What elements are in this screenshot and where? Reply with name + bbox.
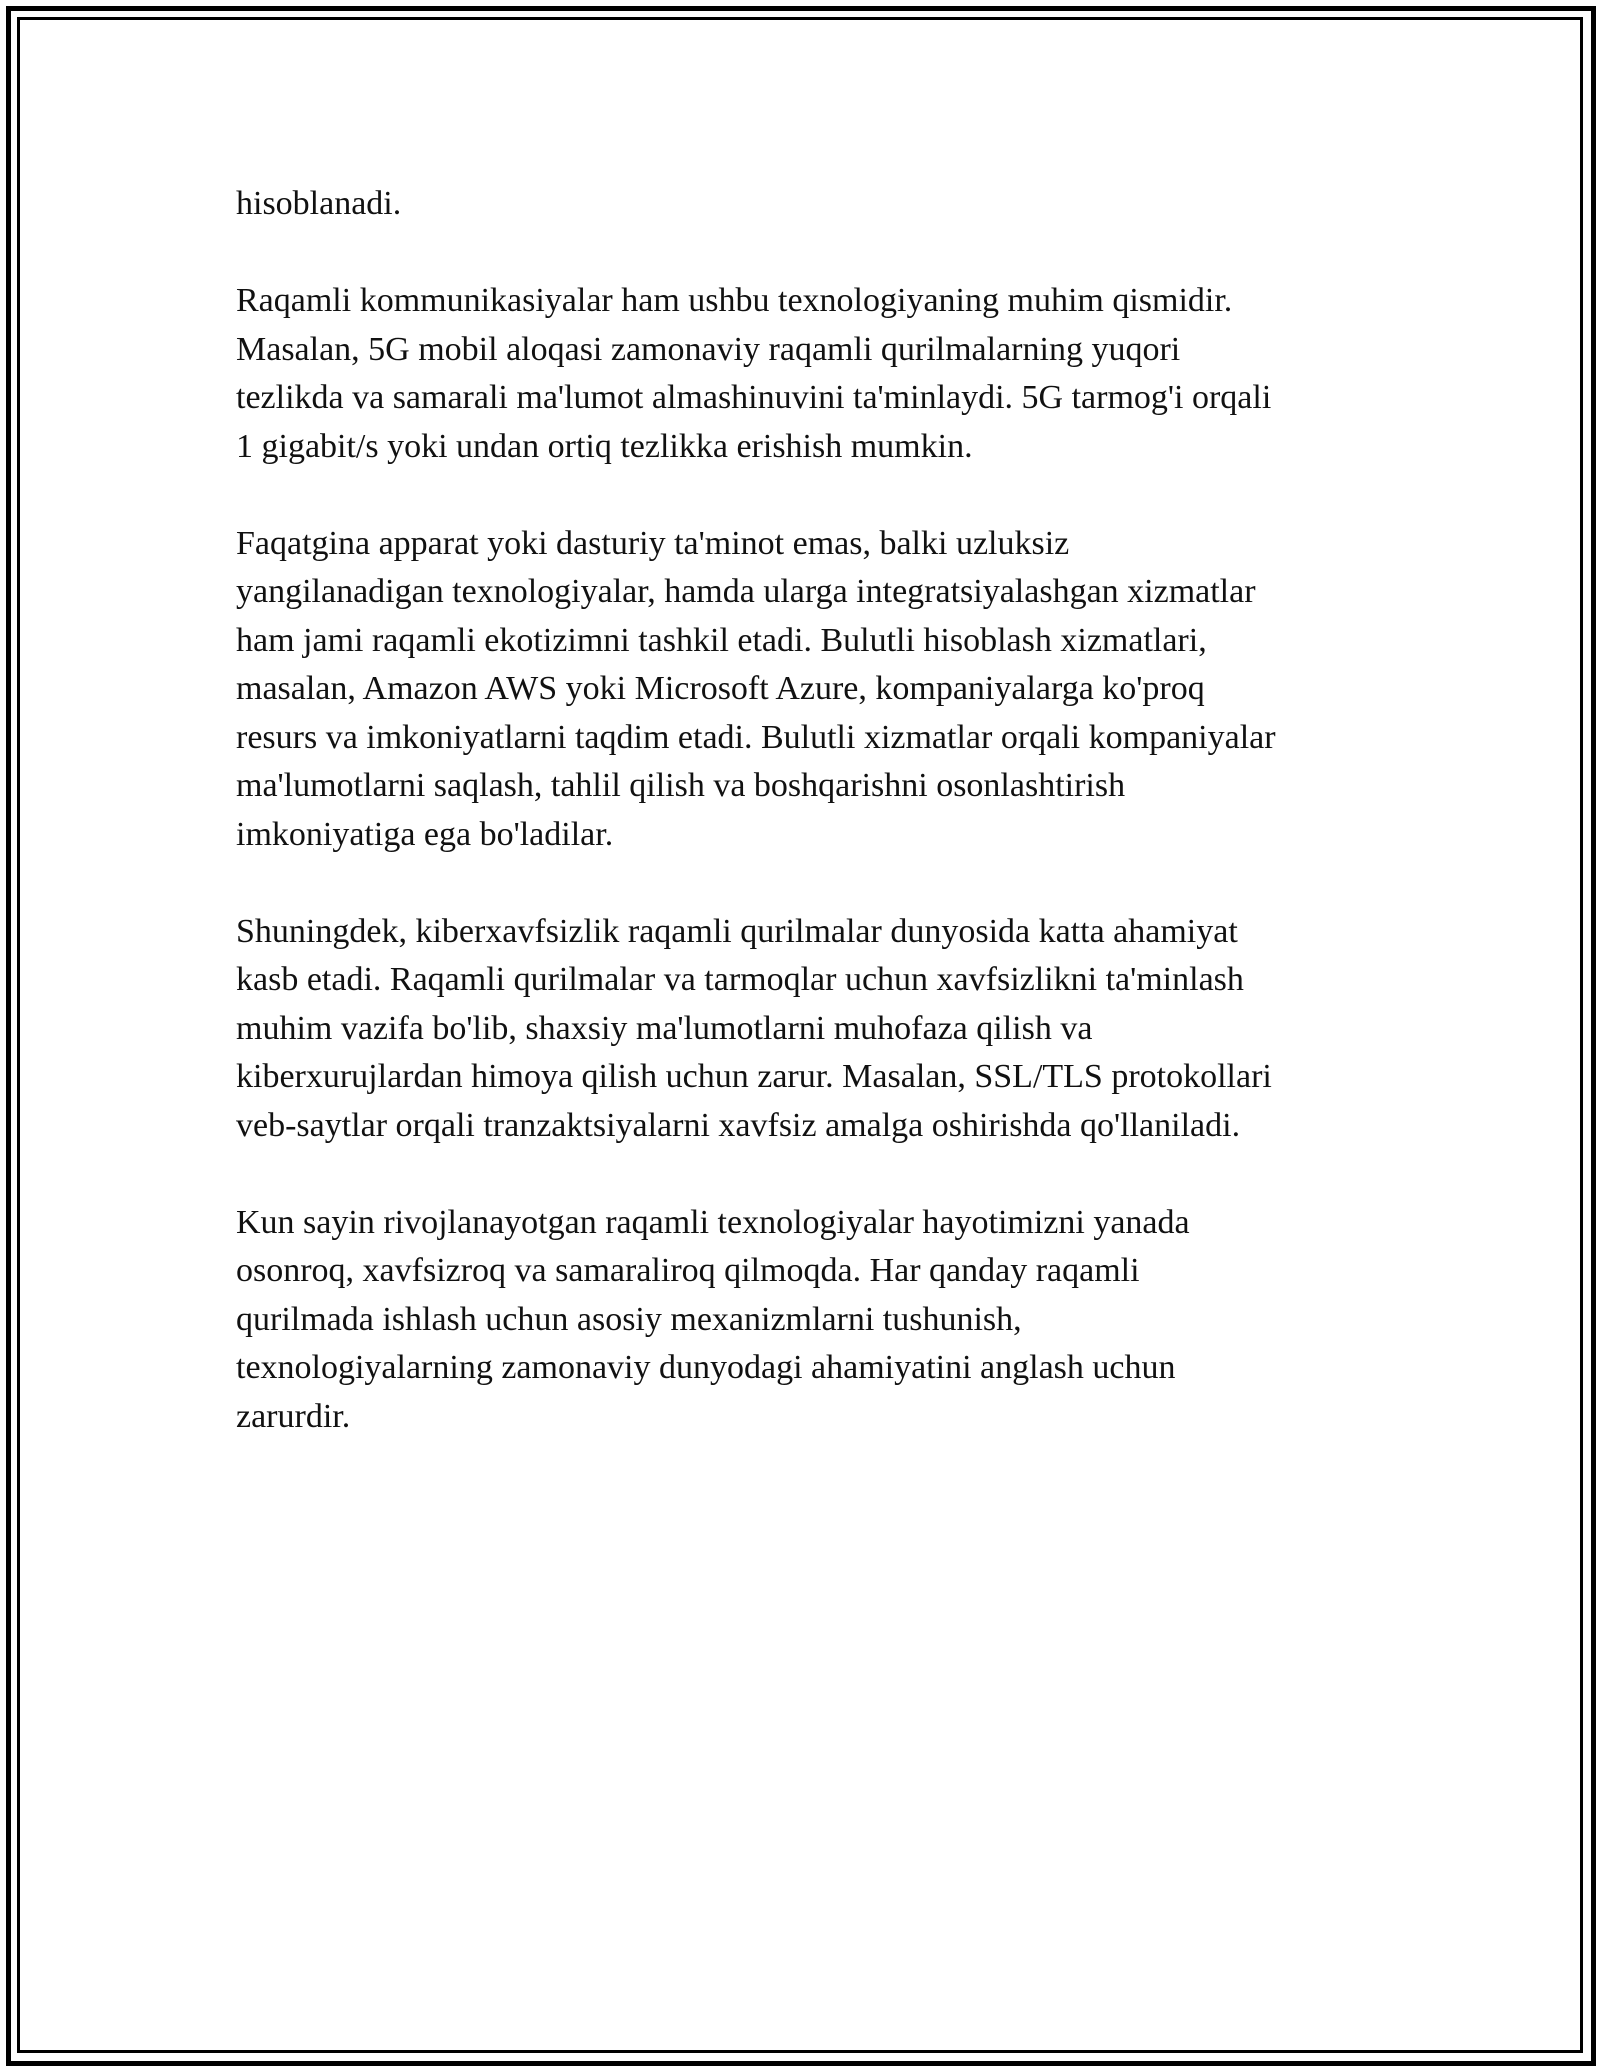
text-line: Kun sayin rivojlanayotgan raqamli texnologiyalar hayotimizni yanada bbox=[236, 1203, 1190, 1241]
paragraph-1 bbox=[236, 180, 1386, 229]
text-line: 1 gigabit/s yoki undan ortiq tezlikka erishish mumkin. bbox=[236, 427, 973, 465]
paragraph-4 bbox=[236, 908, 1386, 1151]
paragraph-5 bbox=[236, 1199, 1386, 1442]
text-line: masalan, Amazon AWS yoki Microsoft Azure, kompaniyalarga ko'proq bbox=[236, 670, 1205, 707]
text-line: Faqatgina apparat yoki dasturiy ta'minot emas, balki uzluksiz bbox=[236, 524, 1070, 562]
text-line: yangilanadigan texnologiyalar, hamda ularga integratsiyalashgan xizmatlar bbox=[236, 573, 1256, 610]
document-body bbox=[236, 180, 1386, 1490]
paragraph-2 bbox=[236, 277, 1386, 471]
text-line: Masalan, 5G mobil aloqasi zamonaviy raqamli qurilmalarning yuqori bbox=[236, 330, 1181, 368]
text-line: veb-saytlar orqali tranzaktsiyalarni xavfsiz amalga oshirishda qo'llaniladi. bbox=[236, 1106, 1241, 1144]
text-line: texnologiyalarning zamonaviy dunyodagi ahamiyatini anglash uchun bbox=[236, 1349, 1176, 1386]
paragraph-3 bbox=[236, 520, 1386, 860]
text-line: tezlikda va samarali ma'lumot almashinuvini ta'minlaydi. 5G tarmog'i orqali bbox=[236, 379, 1272, 416]
text-line: zarurdir. bbox=[236, 1397, 351, 1435]
text-line: resurs va imkoniyatlarni taqdim etadi. Bulutli xizmatlar orqali kompaniyalar bbox=[236, 718, 1276, 756]
text-line: ma'lumotlarni saqlash, tahlil qilish va boshqarishni osonlashtirish bbox=[236, 767, 1126, 804]
text-line: hisoblanadi. bbox=[236, 185, 402, 222]
text-line: Shuningdek, kiberxavfsizlik raqamli qurilmalar dunyosida katta ahamiyat bbox=[236, 912, 1238, 950]
text-line: imkoniyatiga ega bo'ladilar. bbox=[236, 815, 614, 853]
text-line: kasb etadi. Raqamli qurilmalar va tarmoqlar uchun xavfsizlikni ta'minlash bbox=[236, 961, 1244, 998]
text-line: qurilmada ishlash uchun asosiy mexanizmlarni tushunish, bbox=[236, 1300, 1022, 1338]
text-line: osonroq, xavfsizroq va samaraliroq qilmoqda. Har qanday raqamli bbox=[236, 1252, 1140, 1289]
text-line: muhim vazifa bo'lib, shaxsiy ma'lumotlarni muhofaza qilish va bbox=[236, 1009, 1093, 1047]
text-line: Raqamli kommunikasiyalar ham ushbu texnologiyaning muhim qismidir. bbox=[236, 282, 1233, 319]
text-line: ham jami raqamli ekotizimni tashkil etadi. Bulutli hisoblash xizmatlari, bbox=[236, 621, 1207, 659]
text-line: kiberxurujlardan himoya qilish uchun zarur. Masalan, SSL/TLS protokollari bbox=[236, 1058, 1272, 1095]
